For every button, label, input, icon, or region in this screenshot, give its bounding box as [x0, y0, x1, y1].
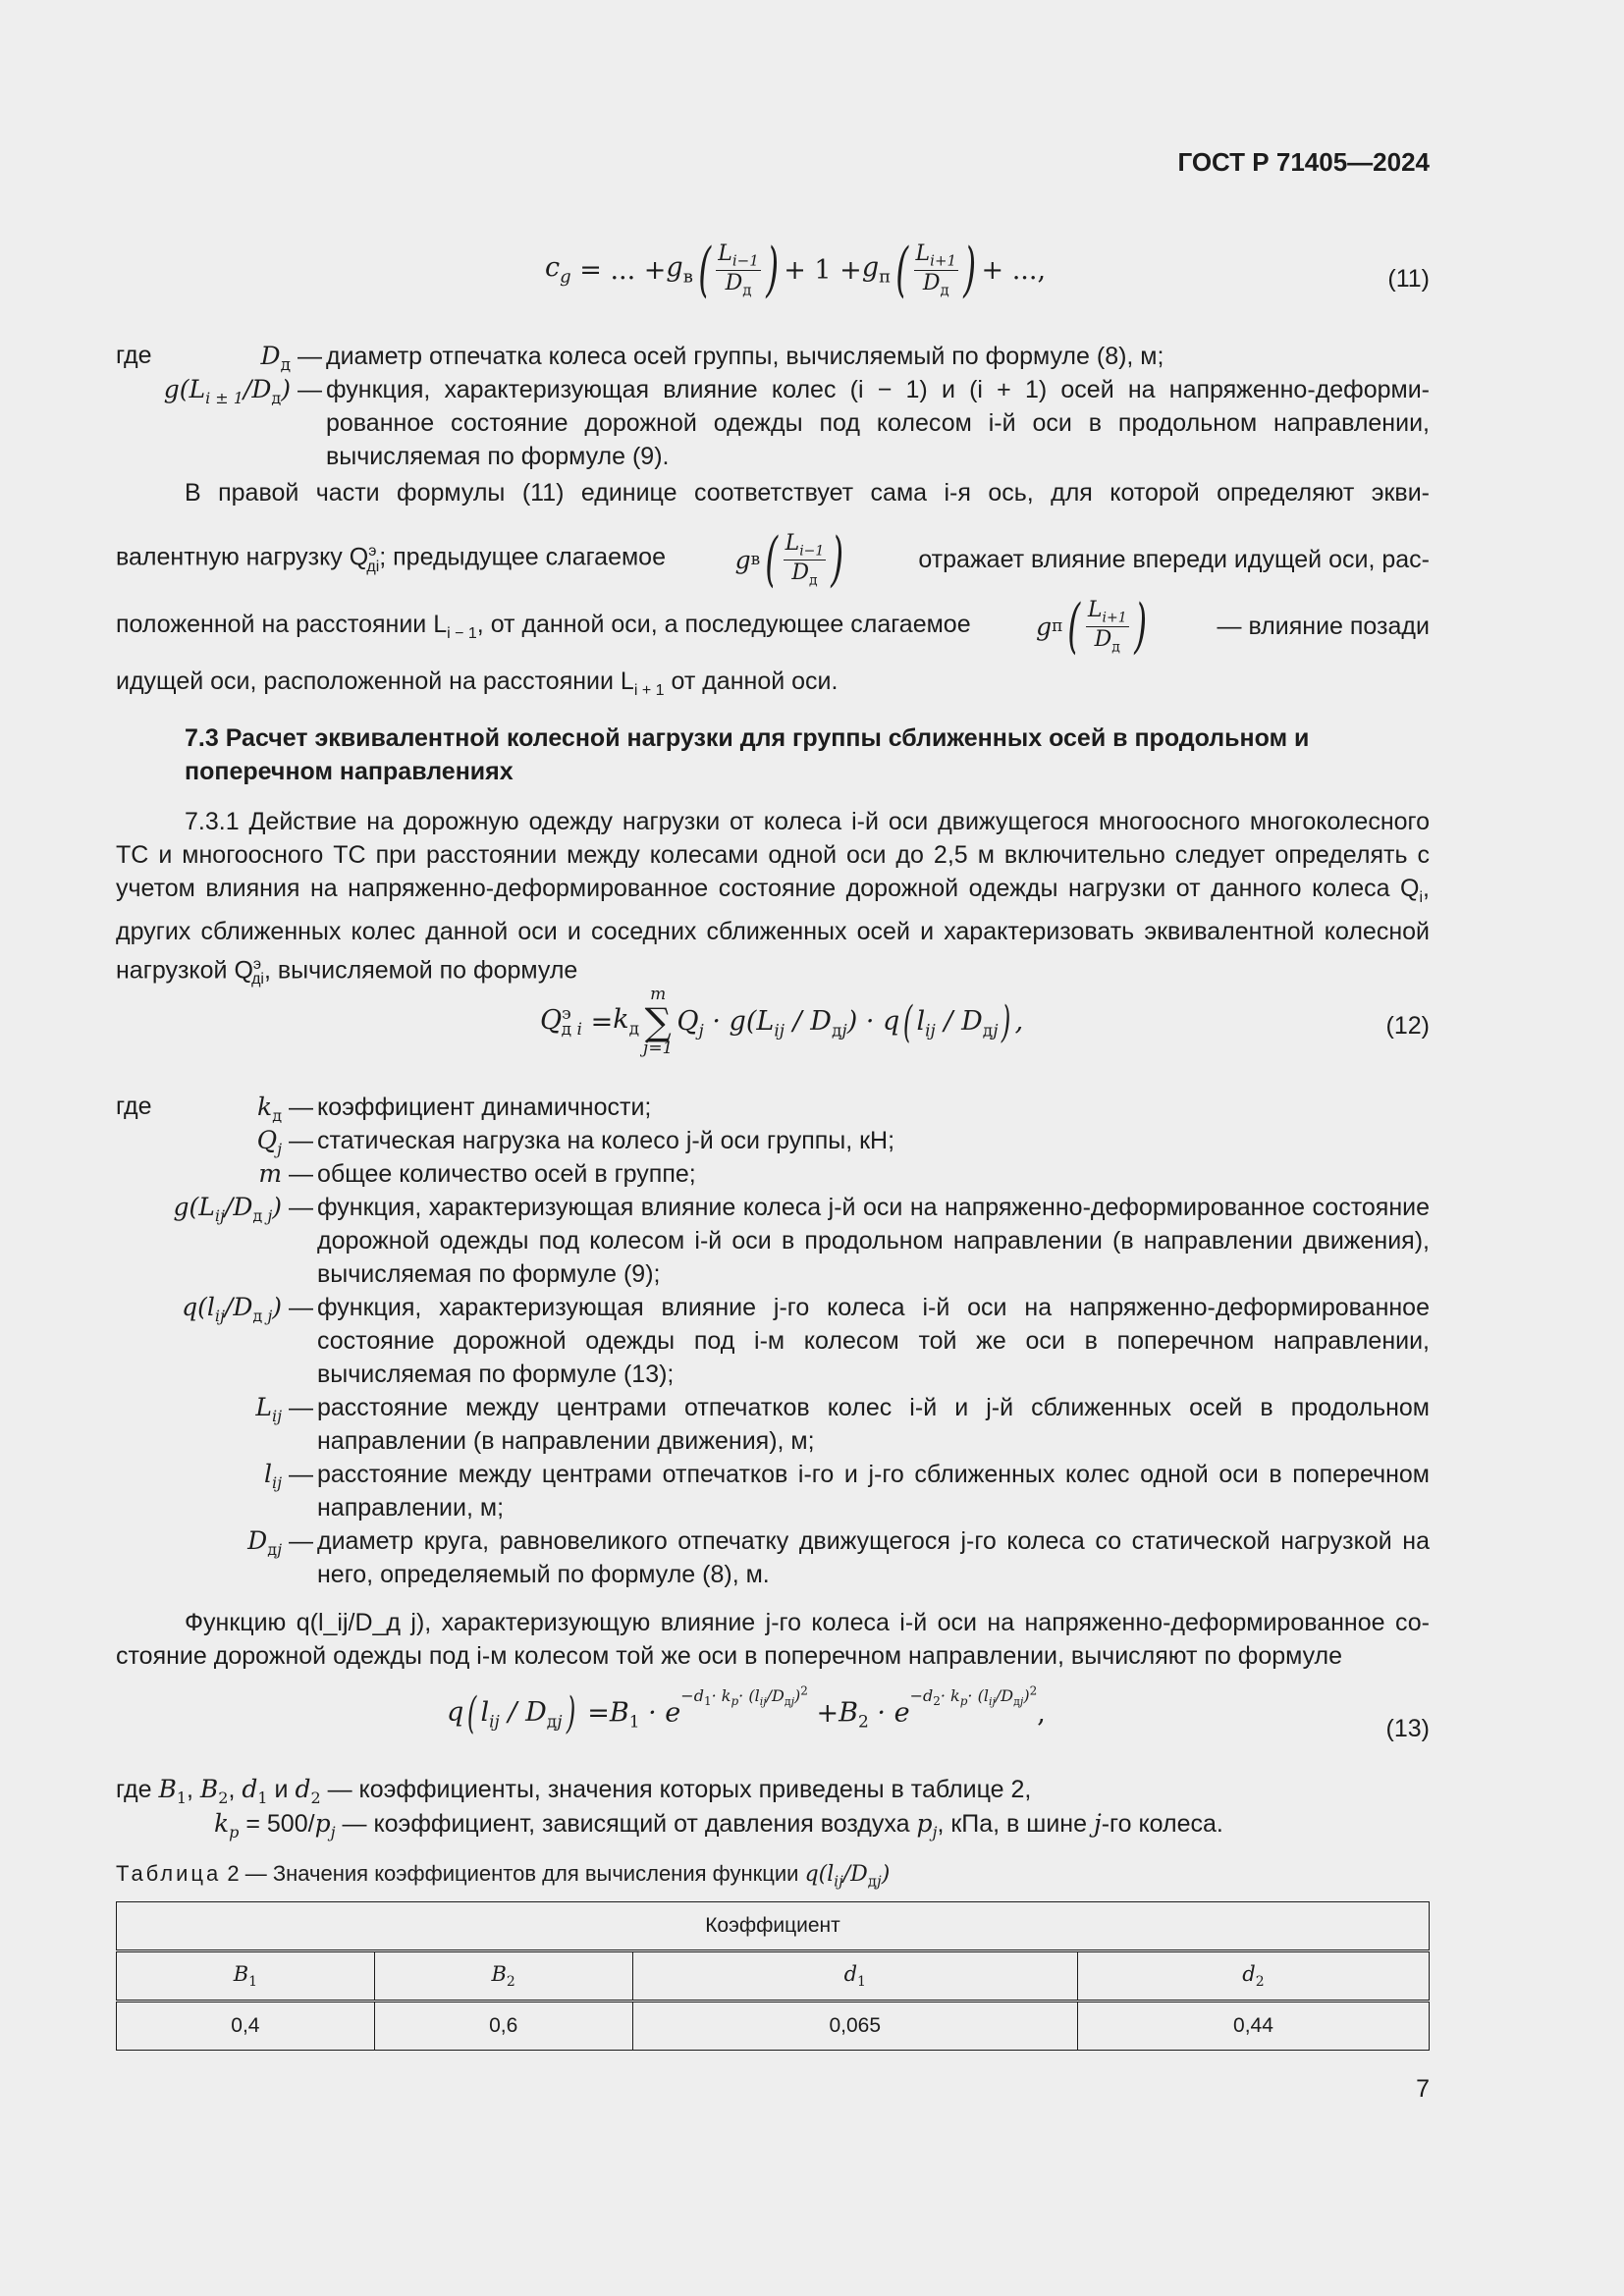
sup-e2: э	[252, 956, 262, 973]
where2-def-m: общее количество осей в группе;	[317, 1160, 696, 1188]
where2-term-m: m —	[258, 1159, 313, 1188]
where-label: где	[116, 342, 152, 369]
para2-text2: , других сближенных колес данной оси и соседних сближенных осей и характеризовать эквивалентной колесной нагрузкой Q	[116, 875, 1430, 985]
table-header-d1: $d_1$	[632, 1951, 1077, 2002]
table-group-header-row	[117, 1902, 1430, 1951]
para1-line1: В правой части формулы (11) единице соответствует сама i-я ось, для которой определяют экви-	[185, 479, 1430, 507]
table-row	[117, 2002, 1430, 2051]
where1-term-dd: $D_д$ —	[260, 342, 322, 375]
para1-line3a: положенной на расстоянии L	[116, 610, 448, 638]
sup-e: э	[368, 543, 377, 561]
where2-term-lij: $l_{ij}$ —	[263, 1460, 313, 1492]
table-header-row	[117, 1951, 1430, 2002]
table-header-b2: $B_2$	[374, 1951, 632, 2002]
where3-line1: где $B_1$, $B_2$, $d_1$ и $d_2$ — коэффициенты, значения которых приведены в таблице 2,	[116, 1775, 1032, 1807]
para2	[116, 805, 1430, 996]
inline-formula-gp: g п ( $\frac{L_{i+1}}{D_д}$ )	[1036, 592, 1147, 661]
section-heading: 7.3 Расчет эквивалентной колесной нагрузки для группы сближенных осей в продольном и поперечном направлениях	[185, 724, 1310, 785]
para1-line2a: валентную нагрузку Q	[116, 543, 369, 571]
table-cell: 0,44	[1077, 2002, 1429, 2051]
formula-13-number: (13)	[1385, 1715, 1430, 1742]
para1-line3b: , от данной оси, а последующее слагаемое	[476, 610, 971, 638]
where2-term-qj: $Q_j$ —	[256, 1126, 313, 1158]
formula-12: $Q^э_{д i}$ = $k_д$ m ∑ j=1 $Q_j \cdot g(L_{ij} / D_{дj}) \cdot q$( $l_{ij} / D_{дj}$) ,	[540, 985, 1024, 1058]
table-group-header: Коэффициент	[117, 1902, 1430, 1951]
coefficients-table	[116, 1901, 1430, 2051]
formula-12-number: (12)	[1385, 1012, 1430, 1040]
where2-def-qj: статическая нагрузка на колесо j-й оси группы, кН;	[317, 1127, 895, 1154]
where1-def-dd: диаметр отпечатка колеса осей группы, вычисляемый по формуле (8), м;	[326, 343, 1164, 370]
where2-def-Lij: расстояние между центрами отпечатков колес i-й и j-й сближенных осей в продольном направлении (в направлении движения), м;	[317, 1394, 1430, 1455]
para3: Функцию q(l_ij/D_д j), характеризующую влияние j-го колеса i-й оси на напряженно-деформированное состояние дорожной одежды под i-м колесом той же оси в поперечном направлении, вычисляют по формуле	[116, 1609, 1430, 1670]
table-cell: 0,065	[632, 2002, 1077, 2051]
where2-term-g: $g(L_{ij}/D_{д j})$ —	[173, 1193, 313, 1225]
where2-term-q: $q(l_{ij}/D_{д j})$ —	[182, 1293, 313, 1325]
where2-def-kd: коэффициент динамичности;	[317, 1094, 652, 1121]
para1-line2c: отражает влияние впереди идущей оси, рас-	[918, 545, 1430, 573]
page-number: 7	[1416, 2075, 1430, 2103]
para1-line3c: — влияние позади	[1217, 612, 1430, 640]
table-cell: 0,6	[374, 2002, 632, 2051]
sub-q-i: i	[1419, 889, 1424, 906]
para1-line4a: идущей оси, расположенной на расстоянии L	[116, 667, 634, 695]
para1-line4b: от данной оси.	[664, 667, 839, 695]
where2-label: где	[116, 1093, 152, 1120]
document-header: ГОСТ Р 71405—2024	[1177, 147, 1430, 177]
where1-def-g: функция, характеризующая влияние колес (i − 1) и (i + 1) осей на напряженно-деформированное состояние дорожной одежды под колесом i-й оси в продольном направлении, вычисляемая по формуле (9).	[326, 376, 1430, 470]
sub-di: дi	[366, 558, 380, 575]
table-header-b1: $B_1$	[117, 1951, 375, 2002]
where2-def-g: функция, характеризующая влияние колеса j-й оси на напряженно-деформированное состояние дорожной одежды под колесом i-й оси в продольном направлении (в направлении движения), вычисляемая по формуле (9);	[317, 1194, 1430, 1288]
where3-line2: $k_p = 500/p_j$ — коэффициент, зависящий от давления воздуха $p_j$, кПа, в шине j-го колеса.	[214, 1809, 1223, 1842]
formula-11: $c_g$ = ... + $g_в$ ( $\frac{L_{i-1}}{D_д}$ ) + 1 + $g_п$ ( $\frac{L_{i+1}}{D_д}$ ) + ...,	[545, 236, 1047, 304]
para2-text3: , вычисляемой по формуле	[263, 956, 578, 985]
para2-text: 7.3.1 Действие на дорожную одежду нагрузки от колеса i-й оси движущегося многоосного многоколесного ТС и многоосного ТС при расстоянии между колесами одной оси до 2,5 м включительно следует определять с учетом влияния на напряженно-деформированное состояние дорожной одежды нагрузки от данного колеса Q	[116, 808, 1430, 902]
para1-line3	[116, 587, 1430, 666]
formula-11-number: (11)	[1387, 265, 1430, 293]
where2-term-kd: $k_д$ —	[257, 1093, 313, 1125]
table-cell: 0,4	[117, 2002, 375, 2051]
where2-def-Ddj: диаметр круга, равновеликого отпечатку движущегося j-го колеса со статической нагрузкой на него, определяемый по формуле (8), м.	[317, 1527, 1430, 1588]
where1-term-g: $g(L_{i \pm 1}/D_д)$ —	[163, 375, 322, 407]
sub-i-1: i − 1	[447, 624, 477, 642]
sub-i+1: i + 1	[633, 682, 665, 699]
formula-13: q( $l_{ij} / D_{дj}$) = $B_1 \cdot e^{-d_1\cdot k_p\cdot (l_{ij}/D_{дj})^2}$ + $B_2 \cdot e^{-d_2\cdot k_p\cdot (l_{ij}/D_{дj})^2}$ ,	[447, 1684, 1046, 1738]
table-header-d2: $d_2$	[1077, 1951, 1429, 2002]
table-caption: Таблица 2 — Значения коэффициентов для вычисления функции $q(l_{ij}/D_{дj})$	[116, 1861, 891, 1891]
sub-di2: дi	[251, 971, 264, 988]
para1-line2b: ; предыдущее слагаемое	[379, 543, 666, 571]
where2-term-Lij: $L_{ij}$ —	[255, 1393, 313, 1425]
para1-line4	[116, 667, 838, 700]
where2-term-Ddj: $D_{дj}$ —	[247, 1526, 313, 1559]
where2-def-q: функция, характеризующая влияние j-го колеса i-й оси на напряженно-деформированное состояние дорожной одежды под i-м колесом той же оси в поперечном направлении, вычисляемая по формуле (13);	[317, 1294, 1430, 1388]
inline-formula-gv: g в ( $\frac{L_{i-1}}{D_д}$ )	[734, 525, 844, 594]
where2-def-lij: расстояние между центрами отпечатков i-го и j-го сближенных колес одной оси в поперечном направлении, м;	[317, 1461, 1430, 1522]
